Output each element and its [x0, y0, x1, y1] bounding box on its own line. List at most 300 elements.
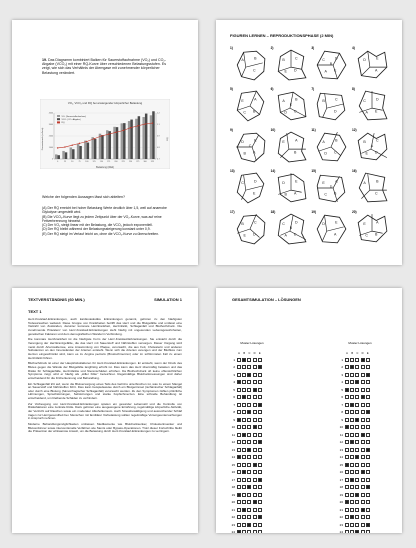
figure-number: 2): [270, 46, 274, 50]
answer-box: [247, 530, 251, 533]
row-number: 8: [233, 410, 235, 415]
section-title: TEXTVERSTÄNDNIS (60 MIN.): [28, 297, 85, 302]
figure-cell: [230, 210, 268, 248]
answer-box: [247, 403, 251, 407]
figure-cell: [271, 169, 309, 207]
answer-option: (B) Die VCO₂-Kurve liegt zu jedem Zeitpunkt über der VO₂-Kurve, was auf reine Fettverbrennung hinweist.: [42, 214, 162, 223]
letter-header: A: [238, 352, 240, 355]
answer-box: [242, 493, 246, 497]
rq-point: [93, 138, 94, 139]
rq-point: [137, 125, 138, 126]
figure-row: [230, 128, 390, 166]
answer-box: [237, 485, 241, 489]
row-number: 2: [233, 365, 235, 370]
figure-outline: [237, 173, 264, 203]
answer-box: [247, 358, 251, 362]
x-tick-label: 150: [99, 161, 103, 163]
figure-outline: [318, 133, 347, 161]
figure-letter: C: [322, 57, 326, 62]
answer-box-marked: [366, 485, 370, 489]
figure-letter: A: [363, 180, 366, 185]
figure-letter: B: [254, 56, 257, 61]
answer-box: [258, 425, 262, 429]
figure-letter: A: [253, 150, 256, 155]
answer-box: [355, 500, 359, 504]
answer-box: [258, 373, 262, 377]
row-number: 13: [231, 447, 235, 452]
answer-box: [247, 478, 251, 482]
bar-vo2: [91, 137, 93, 159]
figure-cell: [271, 87, 309, 125]
text-paragraph: Ein Schlaganfall tritt auf, wenn die Blutversorgung eines Teils des Gehirns unterbrochen ist, was zu einem Mangel an Sauerstoff und Nährstoffen führt. Dies kann beispielsweise durch ein Blutgerinnsel (ischämischer Schlaganfall) oder durch eine Blutung (hämorrhagischer Schlaganfall) verursacht werden. Zu den Symptomen zählen plötzliche Lähmungen, Sprachstörungen, Sehstörungen und starke Kopfschmerzen. Eine schnelle Behandlung ist entscheidend, um bleibende Schäden zu verhindern.: [28, 381, 182, 401]
row-number: 1: [233, 357, 235, 362]
answer-box: [247, 500, 251, 504]
page-solutions: [216, 288, 402, 533]
answer-grid-left: [228, 351, 263, 533]
answer-box: [355, 448, 359, 452]
simulation-label: SIMULATION 1: [154, 297, 182, 302]
answer-box-marked: [237, 493, 241, 497]
answer-box-marked: [258, 515, 262, 519]
row-number: 16: [231, 470, 235, 475]
answer-box-marked: [366, 373, 370, 377]
answer-box-marked: [361, 358, 365, 362]
answer-box: [355, 523, 359, 527]
answer-box: [366, 530, 370, 533]
figure-shape: [274, 48, 308, 82]
figure-cell: [352, 87, 390, 125]
answer-row: [336, 386, 371, 394]
answer-row: [336, 484, 371, 492]
row-number: 11: [339, 432, 343, 437]
figure-number: 15): [311, 169, 316, 173]
figure-letter: B: [294, 97, 298, 102]
row-number: 12: [231, 440, 235, 445]
answer-box: [253, 440, 257, 444]
answer-box: [345, 530, 349, 533]
answer-box-marked: [361, 470, 365, 474]
figure-letter: D: [335, 56, 338, 61]
answer-box: [258, 448, 262, 452]
answer-box: [247, 493, 251, 497]
answer-box: [253, 523, 257, 527]
figure-letter: A: [254, 97, 257, 102]
figure-letter: D: [293, 68, 297, 73]
bar-vco2: [130, 120, 132, 159]
answer-box: [361, 493, 365, 497]
answer-box: [345, 418, 349, 422]
row-number: 23: [339, 522, 343, 527]
answer-row: [336, 446, 371, 454]
figure-letter: E: [375, 109, 378, 114]
figure-shape: [233, 171, 267, 205]
figure-letter: D: [241, 139, 244, 144]
answer-box: [366, 508, 370, 512]
figure-number: 7): [311, 87, 315, 91]
x-tick-label: 0: [57, 161, 59, 163]
answer-box-marked: [253, 463, 257, 467]
figure-letter: E: [284, 69, 287, 74]
figure-letter: E: [253, 191, 256, 196]
answer-box-marked: [366, 448, 370, 452]
figure-letter: E: [293, 232, 297, 237]
row-number: 19: [339, 492, 343, 497]
answer-grid-right: [336, 351, 371, 533]
row-number: 22: [231, 515, 235, 520]
row-number: 6: [341, 395, 343, 400]
rq-point: [101, 135, 102, 136]
figure-number: 14): [270, 169, 276, 173]
answer-box: [247, 395, 251, 399]
y-tick-label: 0: [51, 158, 53, 161]
answer-box: [242, 515, 246, 519]
answer-box: [242, 403, 246, 407]
answer-row: [228, 514, 263, 522]
answer-box: [247, 365, 251, 369]
answer-box: [361, 410, 365, 414]
answer-box: [253, 358, 257, 362]
answer-box: [355, 365, 359, 369]
bar-vo2: [128, 121, 130, 159]
answer-box-marked: [242, 433, 246, 437]
row-number: 23: [231, 522, 235, 527]
figure-shape: [355, 212, 389, 246]
answer-box: [366, 358, 370, 362]
bar-vco2: [87, 143, 89, 159]
figure-letter: D: [330, 185, 333, 189]
figure-letter: B: [241, 221, 244, 226]
answer-box: [366, 395, 370, 399]
row-number: 21: [339, 507, 343, 512]
answer-box: [237, 470, 241, 474]
bar-vo2: [99, 134, 101, 159]
answer-box: [361, 448, 365, 452]
answer-box: [350, 380, 354, 384]
answer-box: [350, 425, 354, 429]
answer-box: [237, 463, 241, 467]
answer-row: [336, 394, 371, 402]
figure-divider: [237, 91, 259, 114]
answer-box-marked: [350, 365, 354, 369]
figure-number: 18): [270, 210, 276, 214]
answer-box: [350, 395, 354, 399]
answer-box: [345, 365, 349, 369]
row-number: 14: [339, 455, 343, 460]
answer-box-marked: [361, 395, 365, 399]
figure-shape: [314, 171, 348, 205]
figure-divider: [237, 214, 259, 237]
bar-vco2: [57, 155, 59, 159]
figure-letter: A: [322, 139, 326, 144]
question-text: [42, 58, 172, 75]
answer-box: [242, 455, 246, 459]
figure-letter: C: [375, 138, 379, 143]
x-tick-label: 175: [107, 161, 111, 163]
figure-shape: [274, 130, 308, 164]
answer-box: [345, 448, 349, 452]
figure-letter: D: [322, 221, 326, 226]
row-number: 17: [231, 477, 235, 482]
solutions-title: GESAMTSIMULATION – LÖSUNGEN: [232, 297, 301, 302]
figure-letter: A: [334, 232, 337, 237]
answer-box: [366, 478, 370, 482]
answer-box: [350, 388, 354, 392]
rq-point: [57, 147, 58, 148]
letter-header: D: [253, 352, 256, 355]
bar-vo2: [70, 148, 72, 160]
figure-number: 8): [351, 87, 355, 91]
bar-vo2: [62, 151, 64, 159]
figure-letter: B: [335, 138, 338, 143]
answer-row: [228, 416, 263, 424]
x-tick-label: 275: [136, 161, 140, 163]
figure-cell: [230, 128, 268, 166]
answer-box: [237, 358, 241, 362]
figure-divider: [242, 52, 263, 76]
answer-box: [253, 410, 257, 414]
answer-box: [237, 440, 241, 444]
answer-box-marked: [366, 410, 370, 414]
answer-box: [247, 418, 251, 422]
answer-box-marked: [258, 478, 262, 482]
answer-row: [336, 461, 371, 469]
rq-point: [130, 127, 131, 128]
row-number: 4: [341, 380, 343, 385]
figure-letter: B: [243, 151, 246, 156]
figure-letter: D: [334, 109, 337, 114]
answer-box: [242, 425, 246, 429]
answer-box: [355, 403, 359, 407]
answer-box: [237, 388, 241, 392]
answer-row: [336, 371, 371, 379]
x-axis-label: Belastung (Watt): [96, 166, 114, 169]
row-number: 20: [339, 500, 343, 505]
answer-box-marked: [258, 440, 262, 444]
answer-box: [361, 463, 365, 467]
bar-vco2: [145, 114, 147, 159]
answer-box-marked: [253, 500, 257, 504]
rq-point: [152, 122, 153, 123]
row-number: 3: [233, 372, 235, 377]
figure-outline: [358, 51, 387, 78]
answer-box: [355, 478, 359, 482]
answer-box: [242, 373, 246, 377]
answer-box: [350, 455, 354, 459]
answer-box: [247, 388, 251, 392]
rq-point: [108, 133, 109, 134]
rq-point: [144, 123, 145, 124]
row-number: 15: [339, 462, 343, 467]
bar-vco2: [101, 135, 103, 159]
answer-box: [361, 515, 365, 519]
answer-row: [228, 476, 263, 484]
left-column-header: Muster Lösungen: [240, 341, 264, 345]
figure-letter: B: [363, 139, 366, 144]
row-number: 13: [339, 447, 343, 452]
answer-box: [345, 493, 349, 497]
answer-box: [237, 425, 241, 429]
figure-shape: [233, 212, 267, 246]
right-column-header: Muster Lösungen: [348, 341, 372, 345]
figure-letter: B: [289, 226, 292, 230]
figure-number: 13): [230, 169, 235, 173]
answer-box: [247, 470, 251, 474]
row-number: 19: [231, 492, 235, 497]
y-tick-label: 4000: [48, 112, 53, 115]
answer-row: [228, 521, 263, 529]
answer-row: [336, 506, 371, 514]
answer-box: [253, 530, 257, 533]
figure-letter: E: [365, 151, 368, 156]
answer-box-marked: [247, 373, 251, 377]
answer-box: [366, 493, 370, 497]
answer-box: [258, 358, 262, 362]
answer-box: [253, 380, 257, 384]
row-number: 6: [233, 395, 235, 400]
answer-option: (D) Der RQ bleibt während der Belastungssteigerung konstant unter 0,9.: [42, 227, 151, 232]
bar-vco2: [72, 149, 74, 159]
answer-row: [336, 401, 371, 409]
row-number: 14: [231, 455, 235, 460]
answer-box-marked: [242, 358, 246, 362]
answer-box: [258, 530, 262, 533]
row-number: 7: [233, 402, 235, 407]
answer-row: [336, 431, 371, 439]
figure-row: [230, 87, 390, 125]
figure-number: 11): [311, 128, 316, 132]
answer-row: [336, 424, 371, 432]
row-number: 17: [339, 477, 343, 482]
answer-row: [336, 469, 371, 477]
figure-shape: [355, 48, 389, 82]
figure-cell: [230, 46, 268, 84]
answer-row: [228, 364, 263, 372]
row-number: 9: [341, 417, 343, 422]
figure-letter: D: [254, 179, 257, 184]
answer-box: [237, 403, 241, 407]
answer-box-marked: [242, 395, 246, 399]
answer-box: [350, 493, 354, 497]
answer-box: [242, 463, 246, 467]
answer-option: (E) Der RQ steigt im Verlauf leicht an, ohne die VCO₂-Kurve zu überschreiten.: [42, 231, 160, 236]
row-number: 24: [339, 530, 343, 533]
answer-box: [350, 500, 354, 504]
row-number: 3: [341, 372, 343, 377]
bar-vo2: [121, 123, 123, 159]
figure-shape: [355, 171, 389, 205]
figure-number: 17): [230, 210, 235, 214]
rq-point: [72, 145, 73, 146]
figure-letter: D: [363, 57, 366, 62]
answer-box-marked: [247, 523, 251, 527]
answer-row: [228, 401, 263, 409]
gas-exchange-chart: [40, 99, 170, 169]
answer-row: [228, 484, 263, 492]
figure-letter: E: [243, 233, 246, 238]
answer-box: [361, 373, 365, 377]
figure-outline: [278, 174, 306, 202]
figure-letter: B: [284, 192, 287, 197]
answer-box: [237, 448, 241, 452]
letter-header: C: [356, 352, 359, 355]
answer-box: [345, 403, 349, 407]
answer-box-marked: [247, 485, 251, 489]
figure-letter: D: [375, 97, 379, 102]
answer-box: [345, 373, 349, 377]
answer-box-marked: [253, 425, 257, 429]
answer-row: [336, 439, 371, 447]
answer-box: [361, 365, 365, 369]
row-number: 16: [339, 470, 343, 475]
figure-outline: [359, 173, 387, 202]
answer-box: [242, 478, 246, 482]
answer-box: [355, 440, 359, 444]
y2-tick-label: 1.2: [157, 112, 160, 115]
row-number: 2: [341, 365, 343, 370]
answer-box: [350, 523, 354, 527]
answer-box: [247, 440, 251, 444]
answer-options: [42, 206, 174, 236]
answer-box: [361, 523, 365, 527]
answer-box: [345, 470, 349, 474]
answer-row: [336, 454, 371, 462]
answer-box: [355, 358, 359, 362]
row-number: 18: [231, 485, 235, 490]
answer-box: [350, 470, 354, 474]
y-tick-label: 2000: [48, 135, 53, 138]
figure-divider: [319, 132, 341, 155]
figure-shape: [274, 212, 308, 246]
figure-cell: [271, 210, 309, 248]
y2-tick-label: 0.8: [157, 147, 160, 150]
figure-letter: C: [248, 144, 252, 148]
figure-letter: D: [284, 110, 287, 115]
answer-option: (C) Der VO₂ steigt linear mit der Belastung, die VCO₂ jedoch exponentiell.: [42, 223, 153, 227]
answer-box: [258, 523, 262, 527]
y-tick-label: 3000: [48, 124, 53, 127]
bar-vo2: [150, 115, 152, 159]
answer-box: [361, 403, 365, 407]
answer-box: [258, 500, 262, 504]
answer-row: [228, 386, 263, 394]
answer-box: [345, 410, 349, 414]
answer-box: [355, 410, 359, 414]
figure-shape: [233, 48, 267, 82]
answer-box: [345, 508, 349, 512]
x-tick-label: 100: [85, 161, 89, 163]
x-tick-label: 50: [71, 161, 74, 163]
answer-box: [237, 478, 241, 482]
answer-box-marked: [355, 530, 359, 533]
figure-letter: C: [241, 180, 244, 185]
answer-box: [242, 410, 246, 414]
answer-row: [336, 364, 371, 372]
answer-row: [228, 431, 263, 439]
figure-letter: A: [293, 191, 297, 196]
figure-outline: [318, 215, 347, 243]
figure-letter: D: [281, 180, 285, 185]
figure-cell: [271, 46, 309, 84]
figure-letter: E: [294, 179, 298, 184]
figure-letter: C: [334, 150, 337, 155]
figure-shape: [314, 130, 348, 164]
letter-header: A: [346, 352, 348, 355]
answer-box-marked: [345, 425, 349, 429]
answer-box-marked: [237, 530, 241, 533]
page-text-comprehension: [12, 288, 198, 533]
answer-box: [350, 358, 354, 362]
x-tick-label: 250: [128, 161, 133, 163]
